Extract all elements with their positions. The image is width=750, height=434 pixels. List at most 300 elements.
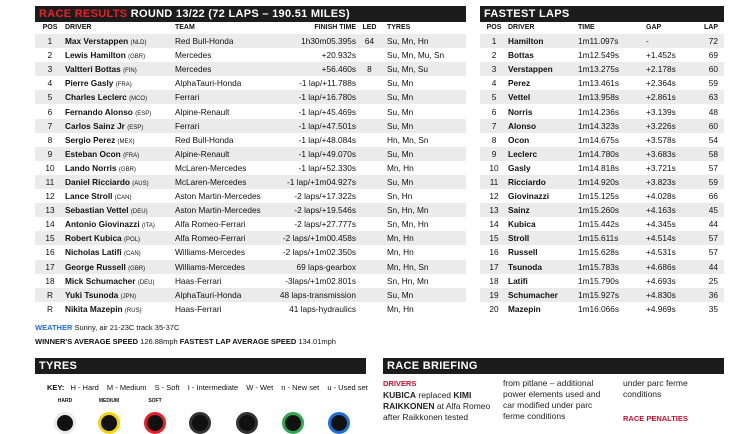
result-driver-name: Yuki Tsunoda [64, 289, 119, 300]
result-driver-name: Charles Leclerc [64, 92, 127, 103]
result-led [356, 231, 383, 245]
fl-gap: +3.226s [646, 119, 696, 133]
result-driver [65, 147, 175, 161]
result-led [356, 48, 383, 62]
average-speeds [35, 337, 336, 346]
fl-time: 1m14.236s [578, 106, 620, 117]
fl-driver: Stroll [508, 231, 578, 245]
fl-driver: Bottas [508, 50, 534, 61]
result-country: (DEU) [137, 279, 155, 286]
fl-pos: 1 [480, 34, 508, 48]
result-pos: 3 [35, 62, 65, 76]
result-led [356, 302, 383, 316]
fl-col-driver: DRIVER [508, 24, 535, 31]
fl-driver: Kubica [508, 219, 536, 230]
fl-driver: Vettel [508, 90, 578, 104]
fl-col-pos: POS [486, 24, 502, 31]
result-driver [65, 76, 175, 90]
result-tyres: Sn, Hn, Mn [386, 275, 429, 286]
fl-lap: 54 [708, 134, 718, 145]
fastest-lap-row [480, 147, 724, 161]
fl-lap: 57 [708, 247, 718, 258]
fl-gap: +3.721s [646, 162, 676, 173]
result-tyres: Mn, Hn [383, 231, 466, 245]
hard-label: HARD [57, 398, 73, 404]
fl-driver: Norris [508, 106, 533, 117]
fl-lap: 58 [696, 147, 724, 161]
result-row [35, 119, 466, 133]
fl-lap: 57 [696, 231, 724, 245]
fastest-lap-row [480, 260, 724, 274]
fl-gap: +3.139s [646, 106, 676, 117]
result-driver-name: Carlos Sainz Jr [64, 120, 125, 131]
result-driver-name: Nikita Mazepin [64, 303, 123, 314]
col-driver: DRIVER [64, 24, 92, 31]
fl-lap: 60 [696, 62, 724, 76]
result-finish: -1 lap/+45.469s [298, 106, 356, 117]
fastest-lap-row [480, 274, 724, 288]
result-driver [65, 260, 175, 274]
result-driver-name: Lando Norris [64, 162, 117, 173]
result-led [356, 161, 383, 175]
result-driver [65, 203, 175, 217]
result-led [356, 76, 383, 90]
result-driver-name: Esteban Ocon [64, 148, 121, 159]
result-tyres: Mn, Hn [386, 162, 414, 173]
intermediate-tyre-icon [282, 412, 304, 434]
fl-col-lap: LAP [704, 24, 718, 31]
result-country: (AUS) [132, 180, 149, 187]
result-pos: 10 [45, 162, 55, 173]
result-driver-name: Valtteri Bottas [64, 64, 121, 75]
result-driver [65, 62, 175, 76]
result-driver-name: Lewis Hamilton [64, 50, 126, 61]
fl-pos: 5 [480, 90, 508, 104]
result-team: Alpine-Renault [174, 106, 230, 117]
result-tyres: Sn, Mn, Hn [386, 219, 429, 230]
result-pos: R [46, 303, 53, 314]
result-team: AlphaTauri-Honda [175, 288, 280, 302]
result-country: (GBR) [128, 265, 146, 272]
result-led: 64 [356, 34, 383, 48]
result-led [356, 217, 383, 231]
fl-driver: Tsunoda [508, 260, 578, 274]
result-row [35, 147, 466, 161]
result-pos: 7 [35, 119, 65, 133]
result-finish: -2 laps/+1m00.458s [280, 231, 356, 245]
result-driver [65, 302, 175, 316]
result-driver-name: Antonio Giovinazzi [64, 219, 140, 230]
result-row [35, 48, 466, 62]
race-results-table [35, 22, 466, 316]
fl-time: 1m15.260s [578, 203, 646, 217]
result-row [35, 161, 466, 175]
result-driver [65, 104, 175, 118]
result-pos: 2 [47, 50, 53, 61]
result-country: (POL) [123, 237, 140, 244]
result-pos: 8 [47, 134, 53, 145]
fl-pos: 8 [491, 134, 497, 145]
result-driver-name: Fernando Alonso [64, 106, 133, 117]
fl-driver: Schumacher [508, 288, 578, 302]
result-row [35, 231, 466, 245]
fl-gap: +4.531s [646, 247, 676, 258]
result-pos: 9 [35, 147, 65, 161]
fl-pos: 4 [491, 78, 497, 89]
result-tyres: Sn, Hn [386, 191, 413, 202]
result-tyres: Su, Mn [386, 78, 414, 89]
result-team: McLaren-Mercedes [174, 162, 247, 173]
fl-driver: Perez [508, 78, 531, 89]
fastest-lap-row [480, 175, 724, 189]
result-tyres: Su, Mn, Mu, Sn [386, 50, 445, 61]
fl-time: 1m11.097s [578, 34, 646, 48]
result-tyres: Mn, Hn [386, 303, 414, 314]
soft-label: SOFT [148, 398, 162, 404]
tyre-key-medium: M - Medium [106, 383, 147, 392]
tyre-key-new: n - New set [281, 383, 320, 392]
fl-gap: +4.028s [646, 191, 676, 202]
result-driver [65, 161, 175, 175]
fastest-laps-header-row [480, 22, 724, 34]
fastest-laps-table [480, 22, 724, 316]
result-finish: 48 laps-transmission [280, 288, 356, 302]
result-led [356, 260, 383, 274]
result-led: 8 [356, 62, 383, 76]
result-team: Haas-Ferrari [174, 303, 222, 314]
fl-driver: Latifi [508, 275, 528, 286]
tyre-key-soft: S - Soft [154, 383, 180, 392]
briefing-drivers-label: DRIVERS [383, 379, 417, 388]
fl-time: 1m15.790s [578, 275, 620, 286]
fl-time: 1m14.780s [578, 147, 646, 161]
fl-lap: 72 [696, 34, 724, 48]
result-country: (DEU) [130, 209, 148, 216]
tyre-key-intermediate: I - Intermediate [187, 383, 239, 392]
fl-gap: +4.686s [646, 260, 696, 274]
fl-driver: Ocon [508, 134, 530, 145]
result-tyres: Su, Mn [383, 175, 466, 189]
result-finish: -1 lap/+52.330s [298, 162, 356, 173]
fastest-speed-value: 134.01mph [298, 337, 336, 346]
result-finish: -1 lap/+49.070s [280, 147, 356, 161]
result-finish: 69 laps-gearbox [280, 260, 356, 274]
tyre-key-hard: H - Hard [70, 383, 99, 392]
result-pos: 1 [35, 34, 65, 48]
result-led [356, 175, 383, 189]
result-driver-name: Mick Schumacher [64, 275, 136, 286]
fl-pos: 7 [480, 119, 508, 133]
result-pos: 18 [45, 275, 55, 286]
col-team: TEAM [174, 24, 195, 31]
fastest-lap-row [480, 104, 724, 118]
fl-col-time: TIME [578, 24, 595, 31]
result-led [356, 104, 383, 118]
result-driver [65, 245, 175, 259]
result-driver-name: Max Verstappen [64, 36, 129, 47]
fl-driver: Gasly [508, 162, 531, 173]
fl-lap: 48 [708, 106, 718, 117]
result-pos: 12 [45, 191, 55, 202]
fl-driver: Alonso [508, 119, 578, 133]
fl-gap: +4.830s [646, 288, 696, 302]
result-row [35, 203, 466, 217]
winner-speed-value: 126.88mph [140, 337, 178, 346]
result-pos: 14 [45, 219, 55, 230]
result-finish: -1 lap/+47.501s [280, 119, 356, 133]
fl-time: 1m13.275s [578, 62, 646, 76]
result-country: (FIN) [123, 68, 137, 75]
result-finish: +20.932s [321, 50, 356, 61]
result-driver [65, 119, 175, 133]
fl-time: 1m15.611s [578, 231, 646, 245]
weather-text: Sunny, air 21-23C track 35-37C [74, 323, 180, 332]
fl-driver: Hamilton [508, 34, 578, 48]
result-team: Alfa Romeo-Ferrari [174, 219, 246, 230]
fastest-lap-row [480, 48, 724, 62]
fl-pos: 13 [480, 203, 508, 217]
fl-time: 1m15.927s [578, 288, 646, 302]
briefing-text-a: replaced [416, 390, 454, 400]
fl-gap: +2.178s [646, 62, 696, 76]
fl-driver: Leclerc [508, 147, 578, 161]
race-results-header [35, 6, 466, 22]
result-country: (FRA) [115, 82, 132, 89]
fl-pos: 6 [491, 106, 497, 117]
fastest-lap-row [480, 161, 724, 175]
tyre-key [47, 383, 368, 392]
briefing-text-b: at Alfa Romeo after Raikkonen tested [383, 401, 491, 422]
race-briefing-header [383, 358, 724, 374]
result-finish: -1 lap/+1m04.927s [280, 175, 356, 189]
result-driver-name: George Russell [64, 261, 126, 272]
tyre-key-used: u - Used set [327, 383, 368, 392]
fastest-lap-row [480, 203, 724, 217]
fastest-lap-row [480, 231, 724, 245]
result-team: Mercedes [174, 50, 212, 61]
fl-time: 1m13.958s [578, 90, 646, 104]
fl-pos: 10 [489, 162, 499, 173]
result-row [35, 90, 466, 104]
fastest-lap-row [480, 34, 724, 48]
fl-lap: 44 [708, 219, 718, 230]
fastest-lap-row [480, 62, 724, 76]
fl-pos: 20 [489, 303, 499, 314]
fl-lap: 66 [708, 191, 718, 202]
result-team: Aston Martin-Mercedes [175, 203, 280, 217]
result-driver-name: Sergio Perez [64, 134, 116, 145]
result-led [356, 245, 383, 259]
result-driver [65, 288, 175, 302]
fl-pos: 17 [480, 260, 508, 274]
fl-lap: 63 [696, 90, 724, 104]
tyre-key-prefix: KEY: [47, 383, 65, 392]
tyres-title: TYRES [39, 360, 78, 372]
result-finish: -2 laps/+27.777s [294, 219, 356, 230]
result-led [356, 119, 383, 133]
result-finish: 1h30m05.395s [280, 34, 356, 48]
fastest-lap-row [480, 90, 724, 104]
col-tyres: TYRES [386, 24, 411, 31]
fastest-lap-row [480, 119, 724, 133]
fl-driver: Verstappen [508, 62, 578, 76]
result-pos: 17 [35, 260, 65, 274]
result-row [35, 189, 466, 203]
result-team: Ferrari [175, 90, 280, 104]
fl-time: 1m12.549s [578, 50, 620, 61]
result-country: (CAN) [124, 251, 141, 258]
result-row [35, 260, 466, 274]
fastest-laps-header [480, 6, 724, 22]
result-row [35, 302, 466, 316]
result-pos: 4 [47, 78, 53, 89]
result-pos: 11 [35, 175, 65, 189]
result-country: (GBR) [128, 54, 146, 61]
briefing-raikkonen: KIMI RAIKKONEN [383, 390, 472, 411]
fastest-lap-row [480, 76, 724, 90]
race-briefing-title: RACE BRIEFING [387, 360, 478, 372]
result-finish: -1 lap/+11.788s [299, 78, 356, 89]
fl-lap: 57 [708, 162, 718, 173]
result-row [35, 34, 466, 48]
fl-time: 1m15.125s [578, 191, 620, 202]
result-team: Williams-Mercedes [174, 247, 246, 258]
fl-driver: Ricciardo [508, 175, 578, 189]
result-driver-name: Robert Kubica [64, 233, 122, 244]
fl-gap: +4.693s [646, 275, 676, 286]
result-finish: 41 laps-hydraulics [289, 303, 356, 314]
result-driver [65, 175, 175, 189]
fl-pos: 18 [489, 275, 499, 286]
fl-time: 1m15.628s [578, 247, 620, 258]
used-tyre-icon-2 [236, 412, 258, 434]
race-results-header-row [35, 22, 466, 34]
result-tyres: Mn, Hn, Sn [383, 260, 466, 274]
result-country: (FRA) [123, 152, 140, 159]
result-country: (JPN) [120, 293, 136, 300]
fl-time: 1m14.818s [578, 162, 620, 173]
result-finish: +56.460s [280, 62, 356, 76]
result-country: (NLD) [130, 40, 147, 47]
result-row [35, 62, 466, 76]
result-team: Haas-Ferrari [174, 275, 222, 286]
weather-line [35, 323, 179, 332]
result-finish: -1 lap/+48.084s [298, 134, 356, 145]
tyres-header [35, 358, 366, 374]
result-tyres: Su, Mn [386, 106, 414, 117]
result-tyres: Su, Mn [383, 90, 466, 104]
fl-lap: 35 [708, 303, 718, 314]
result-row [35, 175, 466, 189]
fl-time: 1m15.783s [578, 260, 646, 274]
fl-lap: 59 [696, 175, 724, 189]
result-team: Mercedes [175, 62, 280, 76]
fastest-lap-row [480, 189, 724, 203]
fl-gap: +2.364s [646, 78, 676, 89]
fl-gap: - [646, 34, 696, 48]
medium-label: MEDIUM [98, 398, 120, 404]
result-pos: 5 [35, 90, 65, 104]
result-tyres: Sn, Hn, Mn [383, 203, 466, 217]
fl-lap: 25 [708, 275, 718, 286]
fl-driver: Russell [508, 247, 538, 258]
result-country: (ESP) [135, 110, 152, 117]
result-team: McLaren-Mercedes [175, 175, 280, 189]
fl-time: 1m14.675s [578, 134, 620, 145]
result-driver [65, 34, 175, 48]
result-driver-name: Sebastian Vettel [64, 205, 129, 216]
fl-lap: 45 [696, 203, 724, 217]
fastest-lap-row [480, 302, 724, 316]
result-pos: R [35, 288, 65, 302]
fl-pos: 19 [480, 288, 508, 302]
fl-pos: 15 [480, 231, 508, 245]
result-driver-name: Daniel Ricciardo [64, 176, 130, 187]
fl-lap: 69 [708, 50, 718, 61]
result-driver [65, 90, 175, 104]
fl-pos: 9 [480, 147, 508, 161]
result-tyres: Hn, Mn, Sn [386, 134, 429, 145]
fl-gap: +4.163s [646, 203, 696, 217]
result-row [35, 245, 466, 259]
result-team: Red Bull-Honda [174, 134, 234, 145]
fl-lap: 60 [696, 119, 724, 133]
result-led [356, 90, 383, 104]
result-driver [65, 48, 175, 62]
briefing-penalties-label: RACE PENALTIES [623, 414, 688, 423]
fl-driver: Sainz [508, 203, 578, 217]
result-team: Red Bull-Honda [175, 34, 280, 48]
result-driver [65, 274, 175, 288]
fl-time: 1m16.066s [578, 303, 620, 314]
fl-pos: 12 [489, 191, 499, 202]
fastest-lap-row [480, 217, 724, 231]
fastest-lap-row [480, 288, 724, 302]
result-driver-name: Nicholas Latifi [64, 247, 122, 258]
result-tyres: Su, Mn, Hn [383, 34, 466, 48]
result-led [356, 203, 383, 217]
fl-lap: 36 [696, 288, 724, 302]
fl-lap: 59 [708, 78, 718, 89]
result-driver [65, 133, 175, 147]
briefing-col-1 [383, 390, 493, 423]
result-row [35, 288, 466, 302]
fastest-lap-row [480, 133, 724, 147]
fl-pos: 14 [489, 219, 499, 230]
fl-pos: 3 [480, 62, 508, 76]
result-tyres: Su, Mn [383, 119, 466, 133]
result-finish: -2 laps/+1m02.350s [282, 247, 356, 258]
briefing-col-3: under parc ferme conditions [623, 378, 688, 399]
result-driver-name: Pierre Gasly [64, 78, 114, 89]
result-row [35, 76, 466, 90]
fl-pos: 11 [480, 175, 508, 189]
fl-pos: 16 [489, 247, 499, 258]
result-driver [65, 189, 175, 203]
result-pos: 16 [45, 247, 55, 258]
result-team: Ferrari [175, 119, 280, 133]
result-team: Alfa Romeo-Ferrari [175, 231, 280, 245]
result-led [356, 288, 383, 302]
fl-lap: 44 [696, 260, 724, 274]
result-country: (MEX) [117, 138, 135, 145]
fl-gap: +3.823s [646, 175, 696, 189]
result-led [356, 133, 383, 147]
soft-tyre-icon [144, 412, 166, 434]
fastest-laps-title: FASTEST LAPS [484, 8, 570, 20]
result-driver [65, 217, 175, 231]
result-country: (RUS) [124, 307, 142, 314]
